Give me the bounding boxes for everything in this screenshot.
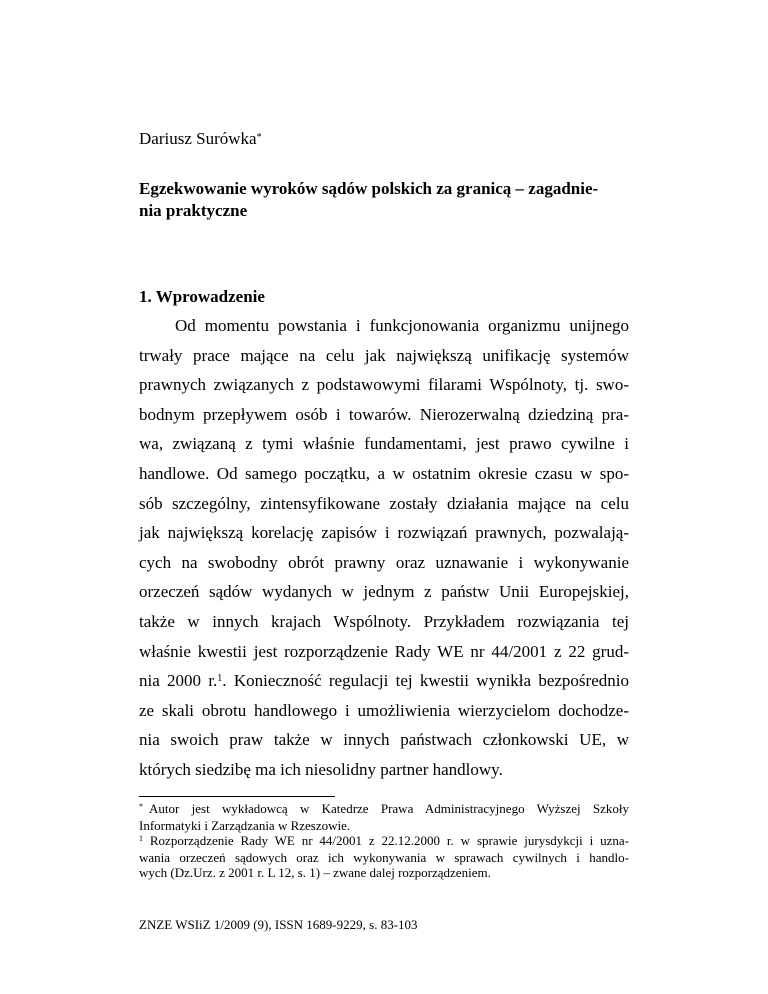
body-paragraph (139, 311, 629, 785)
paragraph-line: także w innych krajach Wspólnoty. Przykładem rozwiązania tej (139, 611, 629, 631)
paragraph-line-with-note (139, 666, 629, 696)
paragraph-line: nia swoich praw także w innych państwach członkowski UE, w (139, 730, 629, 750)
paragraph-line: właśnie kwestii jest rozporządzenie Rady WE nr 44/2001 z 22 grud- (139, 641, 629, 661)
footnote-1-line: wania orzeczeń sądowych oraz ich wykonywania w sprawach cywilnych i handlo- (139, 850, 629, 865)
title-line: nia praktyczne (139, 201, 248, 220)
section-heading: 1. Wprowadzenie (139, 287, 265, 306)
footnotes (139, 801, 629, 880)
paragraph-line: jak największą korelację zapisów i rozwiązań prawnych, pozwalają- (139, 523, 629, 543)
paragraph-line: wa, związaną z tymi właśnie fundamentami, jest prawo cywilne i (139, 434, 629, 454)
footnote-text: Autor jest wykładowcą w Katedrze Prawa Administracyjnego Wyższej Szkoły (149, 801, 629, 816)
footnote-ref-1[interactable]: 1 (217, 673, 223, 685)
paragraph-line: handlowe. Od samego początku, a w ostatnim okresie czasu w spo- (139, 463, 629, 483)
article-title (139, 178, 639, 222)
footnote-mark-author: * (139, 802, 143, 811)
paragraph-line-start: nia 2000 r. (139, 671, 218, 691)
footnote-divider (139, 796, 335, 797)
paragraph-line: których siedzibę ma ich niesolidny partner handlowy. (139, 759, 503, 779)
author-footnote-mark: * (256, 132, 262, 143)
footnote-text: Rozporządzenie Rady WE nr 44/2001 z 22.12.2000 r. w sprawie jurysdykcji i uzna- (149, 833, 630, 848)
paragraph-line: cych na swobodny obrót prawny oraz uznawanie i wykonywanie (139, 552, 629, 572)
footnote-1-line: wych (Dz.Urz. z 2001 r. L 12, s. 1) – zwane dalej rozporządzeniem. (139, 865, 491, 880)
paragraph-line: bodnym przepływem osób i towarów. Nierozerwalną dziedziną pra- (139, 404, 629, 424)
paragraph-line: prawnych związanych z podstawowymi filarami Wspólnoty, tj. swo- (139, 375, 629, 395)
footnote-author-line: Informatyki i Zarządzania w Rzeszowie. (139, 818, 351, 833)
author-name (139, 128, 262, 153)
paragraph-line: ze skali obrotu handlowego i umożliwienia wierzycielom dochodze- (139, 700, 629, 720)
paragraph-line: sób szczególny, zintensyfikowane zostały działania mające na celu (139, 493, 629, 513)
journal-citation-footer: ZNZE WSIiZ 1/2009 (9), ISSN 1689-9229, s. 83-103 (139, 917, 418, 932)
footnote-mark-1: 1 (139, 834, 143, 843)
paragraph-line: Od momentu powstania i funkcjonowania organizmu unijnego (175, 316, 629, 335)
paragraph-line: trwały prace mające na celu jak największą unifikację systemów (139, 345, 629, 365)
paragraph-line-end: . Konieczność regulacji tej kwestii wynikła bezpośrednio (222, 671, 629, 691)
footnote-1-line (139, 833, 629, 850)
footnote-author-line (139, 801, 629, 818)
paragraph-line: orzeczeń sądów wydanych w jednym z państw Unii Europejskiej, (139, 582, 629, 602)
author-text: Dariusz Surówka (139, 129, 257, 148)
title-line: Egzekwowanie wyroków sądów polskich za granicą – zagadnie- (139, 179, 599, 198)
